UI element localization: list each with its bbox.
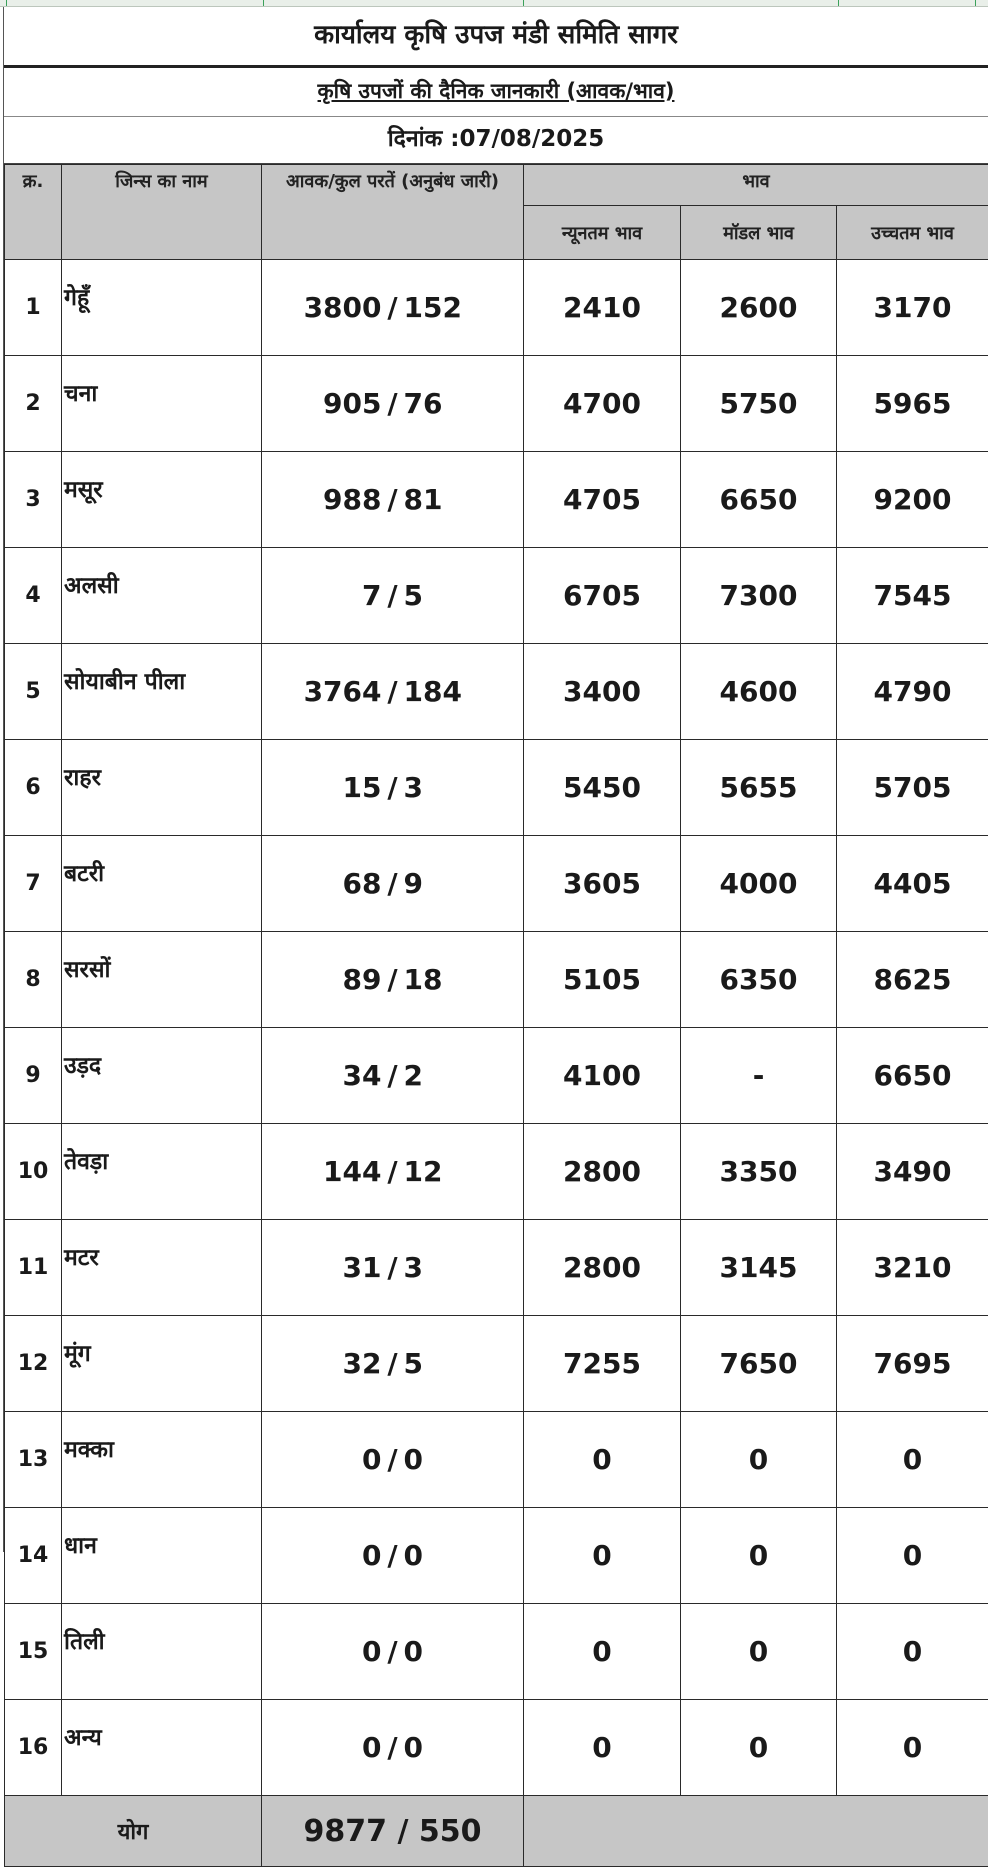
row-arrival-lots: 81 — [404, 483, 488, 516]
row-arrival-lots: 0 — [404, 1731, 488, 1764]
row-arrival-lots: 0 — [404, 1635, 488, 1668]
row-min-price: 5450 — [524, 740, 681, 836]
row-serial: 1 — [5, 260, 62, 356]
row-arrival — [262, 356, 524, 452]
row-arrival-sep: / — [382, 483, 404, 516]
row-arrival-qty: 988 — [298, 483, 382, 516]
grid-line — [263, 0, 264, 6]
row-commodity-name: चना — [62, 356, 262, 452]
row-model-price: 0 — [681, 1508, 837, 1604]
row-min-price: 3605 — [524, 836, 681, 932]
col-serial-header: क्र. — [5, 165, 62, 260]
row-model-price: 7650 — [681, 1316, 837, 1412]
row-commodity-name: तिली — [62, 1604, 262, 1700]
row-serial: 7 — [5, 836, 62, 932]
row-model-price: 6650 — [681, 452, 837, 548]
row-arrival — [262, 836, 524, 932]
row-arrival-qty: 0 — [298, 1731, 382, 1764]
table-row — [5, 932, 988, 1028]
table-row — [5, 1508, 988, 1604]
row-min-price: 6705 — [524, 548, 681, 644]
col-min-price-header: न्यूनतम भाव — [524, 206, 681, 260]
col-name-header: जिन्स का नाम — [62, 165, 262, 260]
row-arrival — [262, 1508, 524, 1604]
row-arrival-qty: 68 — [298, 867, 382, 900]
row-serial: 15 — [5, 1604, 62, 1700]
report-subtitle: कृषि उपजों की दैनिक जानकारी (आवक/भाव) — [4, 68, 988, 117]
row-arrival-sep: / — [382, 1731, 404, 1764]
total-blank — [524, 1796, 988, 1867]
row-model-price: 3350 — [681, 1124, 837, 1220]
table-row — [5, 1028, 988, 1124]
row-commodity-name: मटर — [62, 1220, 262, 1316]
row-model-price: 4600 — [681, 644, 837, 740]
row-model-price: 0 — [681, 1700, 837, 1796]
row-arrival — [262, 548, 524, 644]
row-arrival-qty: 3800 — [298, 291, 382, 324]
row-model-price: 2600 — [681, 260, 837, 356]
row-arrival-sep: / — [382, 1443, 404, 1476]
row-arrival-qty: 0 — [298, 1443, 382, 1476]
row-serial: 8 — [5, 932, 62, 1028]
row-min-price: 0 — [524, 1508, 681, 1604]
row-commodity-name: तेवड़ा — [62, 1124, 262, 1220]
total-label: योग — [5, 1796, 262, 1867]
row-max-price: 0 — [837, 1604, 988, 1700]
table-row — [5, 1316, 988, 1412]
row-commodity-name: अलसी — [62, 548, 262, 644]
row-commodity-name: धान — [62, 1508, 262, 1604]
row-commodity-name: मसूर — [62, 452, 262, 548]
row-serial: 11 — [5, 1220, 62, 1316]
row-max-price: 0 — [837, 1412, 988, 1508]
row-arrival-qty: 7 — [298, 579, 382, 612]
row-arrival-sep: / — [382, 675, 404, 708]
row-serial: 9 — [5, 1028, 62, 1124]
row-arrival-lots: 9 — [404, 867, 488, 900]
col-max-price-header: उच्चतम भाव — [837, 206, 988, 260]
row-commodity-name: सोयाबीन पीला — [62, 644, 262, 740]
row-arrival-sep: / — [382, 1539, 404, 1572]
table-row — [5, 1124, 988, 1220]
row-min-price: 7255 — [524, 1316, 681, 1412]
row-arrival — [262, 644, 524, 740]
row-arrival — [262, 740, 524, 836]
row-model-price: 0 — [681, 1604, 837, 1700]
row-max-price: 3210 — [837, 1220, 988, 1316]
row-max-price: 0 — [837, 1508, 988, 1604]
mandi-price-table — [4, 164, 988, 1867]
row-commodity-name: मूंग — [62, 1316, 262, 1412]
row-arrival-sep: / — [382, 867, 404, 900]
row-arrival-qty: 34 — [298, 1059, 382, 1092]
row-arrival-sep: / — [382, 1251, 404, 1284]
row-arrival-sep: / — [382, 1059, 404, 1092]
row-arrival — [262, 1700, 524, 1796]
row-arrival — [262, 1028, 524, 1124]
grid-line — [975, 0, 976, 6]
row-commodity-name: मक्का — [62, 1412, 262, 1508]
row-max-price: 6650 — [837, 1028, 988, 1124]
row-arrival-lots: 5 — [404, 579, 488, 612]
row-min-price: 3400 — [524, 644, 681, 740]
row-max-price: 8625 — [837, 932, 988, 1028]
row-commodity-name: अन्य — [62, 1700, 262, 1796]
row-arrival-qty: 89 — [298, 963, 382, 996]
row-arrival — [262, 1604, 524, 1700]
row-arrival-sep: / — [382, 1347, 404, 1380]
row-model-price: 5655 — [681, 740, 837, 836]
row-commodity-name: सरसों — [62, 932, 262, 1028]
table-row — [5, 644, 988, 740]
row-max-price: 5965 — [837, 356, 988, 452]
row-arrival-qty: 0 — [298, 1539, 382, 1572]
table-row — [5, 356, 988, 452]
table-row — [5, 452, 988, 548]
row-arrival-lots: 3 — [404, 771, 488, 804]
row-commodity-name: राहर — [62, 740, 262, 836]
row-min-price: 2800 — [524, 1124, 681, 1220]
row-min-price: 4700 — [524, 356, 681, 452]
row-max-price: 4405 — [837, 836, 988, 932]
office-title: कार्यालय कृषि उपज मंडी समिति सागर — [4, 7, 988, 68]
row-model-price: 7300 — [681, 548, 837, 644]
row-model-price: 4000 — [681, 836, 837, 932]
row-arrival — [262, 1316, 524, 1412]
row-arrival-qty: 0 — [298, 1635, 382, 1668]
row-model-price: 6350 — [681, 932, 837, 1028]
row-arrival-sep: / — [382, 579, 404, 612]
table-row — [5, 1220, 988, 1316]
row-arrival — [262, 932, 524, 1028]
row-min-price: 0 — [524, 1604, 681, 1700]
row-arrival-sep: / — [382, 963, 404, 996]
row-arrival-qty: 3764 — [298, 675, 382, 708]
row-arrival — [262, 1412, 524, 1508]
row-commodity-name: उड़द — [62, 1028, 262, 1124]
table-header — [5, 165, 988, 260]
row-arrival — [262, 1220, 524, 1316]
table-row — [5, 740, 988, 836]
table-body — [5, 260, 988, 1796]
row-min-price: 4100 — [524, 1028, 681, 1124]
row-model-price: 5750 — [681, 356, 837, 452]
row-arrival-sep: / — [382, 291, 404, 324]
row-max-price: 3170 — [837, 260, 988, 356]
row-arrival-lots: 3 — [404, 1251, 488, 1284]
row-arrival-lots: 76 — [404, 387, 488, 420]
row-arrival-lots: 0 — [404, 1539, 488, 1572]
row-commodity-name: गेहूँ — [62, 260, 262, 356]
grid-line — [838, 0, 839, 6]
row-arrival-sep: / — [382, 771, 404, 804]
row-arrival-sep: / — [382, 387, 404, 420]
table-row — [5, 1604, 988, 1700]
row-arrival — [262, 1124, 524, 1220]
col-model-price-header: मॉडल भाव — [681, 206, 837, 260]
row-model-price: 0 — [681, 1412, 837, 1508]
table-row — [5, 1700, 988, 1796]
report-date: दिनांक :07/08/2025 — [4, 117, 988, 165]
row-arrival-sep: / — [382, 1635, 404, 1668]
row-arrival-lots: 0 — [404, 1443, 488, 1476]
row-min-price: 2800 — [524, 1220, 681, 1316]
row-arrival-lots: 152 — [404, 291, 488, 324]
table-row — [5, 1412, 988, 1508]
row-serial: 5 — [5, 644, 62, 740]
row-min-price: 5105 — [524, 932, 681, 1028]
row-arrival — [262, 452, 524, 548]
row-arrival-qty: 32 — [298, 1347, 382, 1380]
row-arrival — [262, 260, 524, 356]
col-arrival-header: आवक/कुल परतें (अनुबंध जारी) — [262, 165, 524, 260]
row-max-price: 4790 — [837, 644, 988, 740]
row-max-price: 9200 — [837, 452, 988, 548]
row-model-price: 3145 — [681, 1220, 837, 1316]
row-serial: 2 — [5, 356, 62, 452]
row-serial: 3 — [5, 452, 62, 548]
table-row — [5, 548, 988, 644]
row-arrival-qty: 31 — [298, 1251, 382, 1284]
row-arrival-lots: 5 — [404, 1347, 488, 1380]
grid-line — [523, 0, 524, 6]
row-model-price: - — [681, 1028, 837, 1124]
row-serial: 4 — [5, 548, 62, 644]
row-commodity-name: बटरी — [62, 836, 262, 932]
row-min-price: 0 — [524, 1700, 681, 1796]
spreadsheet-grid-strip — [0, 0, 988, 7]
row-min-price: 0 — [524, 1412, 681, 1508]
row-serial: 6 — [5, 740, 62, 836]
col-price-group-header: भाव — [524, 165, 988, 206]
row-arrival-qty: 144 — [298, 1155, 382, 1188]
row-serial: 16 — [5, 1700, 62, 1796]
grid-line — [6, 0, 7, 6]
row-min-price: 2410 — [524, 260, 681, 356]
row-max-price: 3490 — [837, 1124, 988, 1220]
table-row — [5, 260, 988, 356]
row-min-price: 4705 — [524, 452, 681, 548]
table-row — [5, 836, 988, 932]
row-serial: 14 — [5, 1508, 62, 1604]
row-serial: 13 — [5, 1412, 62, 1508]
row-serial: 10 — [5, 1124, 62, 1220]
row-arrival-sep: / — [382, 1155, 404, 1188]
row-max-price: 5705 — [837, 740, 988, 836]
row-arrival-qty: 15 — [298, 771, 382, 804]
row-max-price: 7695 — [837, 1316, 988, 1412]
row-arrival-lots: 184 — [404, 675, 488, 708]
row-arrival-lots: 2 — [404, 1059, 488, 1092]
total-value: 9877 / 550 — [262, 1796, 524, 1867]
row-max-price: 7545 — [837, 548, 988, 644]
row-arrival-qty: 905 — [298, 387, 382, 420]
table-footer — [5, 1796, 988, 1867]
row-arrival-lots: 12 — [404, 1155, 488, 1188]
row-max-price: 0 — [837, 1700, 988, 1796]
row-arrival-lots: 18 — [404, 963, 488, 996]
row-serial: 12 — [5, 1316, 62, 1412]
